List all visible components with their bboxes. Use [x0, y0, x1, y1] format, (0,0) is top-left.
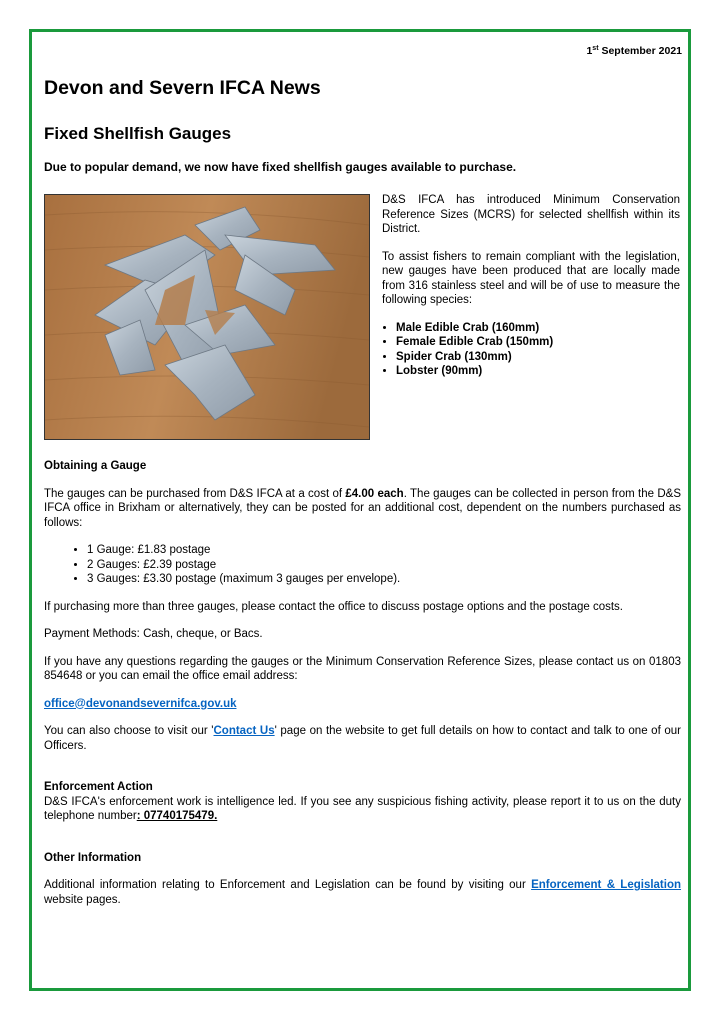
list-item: • 1 Gauge: £1.83 postage: [87, 543, 681, 558]
list-item: • Male Edible Crab (160mm): [396, 321, 680, 336]
postage-list: [44, 543, 681, 587]
lead-paragraph: Due to popular demand, we now have fixed shellfish gauges available to purchase.: [44, 160, 517, 174]
list-item: • Female Edible Crab (150mm): [396, 335, 680, 350]
email-line: [44, 697, 681, 712]
newsletter-title: Devon and Severn IFCA News: [44, 77, 321, 99]
other-heading: Other Information: [44, 851, 142, 864]
main-content: [44, 459, 681, 920]
list-item: • Spider Crab (130mm): [396, 350, 680, 365]
contact-paragraph: You can also choose to visit our 'Contact Us' page on the website to get full details on how to contact and talk to one of our Officers.: [44, 725, 681, 752]
enforcement-legislation-link[interactable]: Enforcement & Legislation: [531, 879, 682, 891]
gauges-paragraph: To assist fishers to remain compliant with the legislation, new gauges have been produced that are locally made from 316 stainless steel and will be of use to measure the following species:: [382, 250, 680, 306]
list-item: • Lobster (90mm): [396, 364, 680, 379]
issue-date: 1st September 2021: [586, 45, 682, 57]
gauges-photo: [44, 194, 370, 440]
questions-paragraph: If you have any questions regarding the gauges or the Minimum Conservation Reference Sizes, please contact us on 01803 854648 or you can email the office email address:: [44, 655, 681, 682]
price-paragraph: The gauges can be purchased from D&S IFCA at a cost of £4.00 each. The gauges can be collected in person from the D&S IFCA office in Brixham or alternatively, they can be posted for an additional cost, dependent on the numbers purchased as follows:: [44, 487, 681, 529]
article-title: Fixed Shellfish Gauges: [44, 124, 232, 143]
email-link[interactable]: office@devonandsevernifca.gov.uk: [44, 697, 237, 710]
mcrs-paragraph: D&S IFCA has introduced Minimum Conservation Reference Sizes (MCRS) for selected shellfish within its District.: [382, 194, 680, 235]
obtaining-heading: Obtaining a Gauge: [44, 460, 147, 472]
list-item: • 3 Gauges: £3.30 postage (maximum 3 gauges per envelope).: [87, 572, 681, 587]
enforcement-paragraph: D&S IFCA's enforcement work is intelligence led. If you see any suspicious fishing activity, please report it to us on the duty telephone number: 07740175479.: [44, 795, 681, 822]
other-paragraph: Additional information relating to Enforcement and Legislation can be found by visiting our Enforcement & Legislation website pages.: [44, 879, 682, 906]
contact-us-link[interactable]: Contact Us: [213, 725, 275, 737]
list-item: • 2 Gauges: £2.39 postage: [87, 558, 681, 573]
bulk-paragraph: If purchasing more than three gauges, please contact the office to discuss postage options and the postage costs.: [44, 600, 623, 613]
enforcement-heading: Enforcement Action: [44, 781, 153, 793]
duty-number: : 07740175479.: [136, 810, 218, 822]
payment-paragraph: Payment Methods: Cash, cheque, or Bacs.: [44, 628, 263, 640]
intro-column: [382, 193, 680, 379]
species-list: [382, 321, 680, 379]
